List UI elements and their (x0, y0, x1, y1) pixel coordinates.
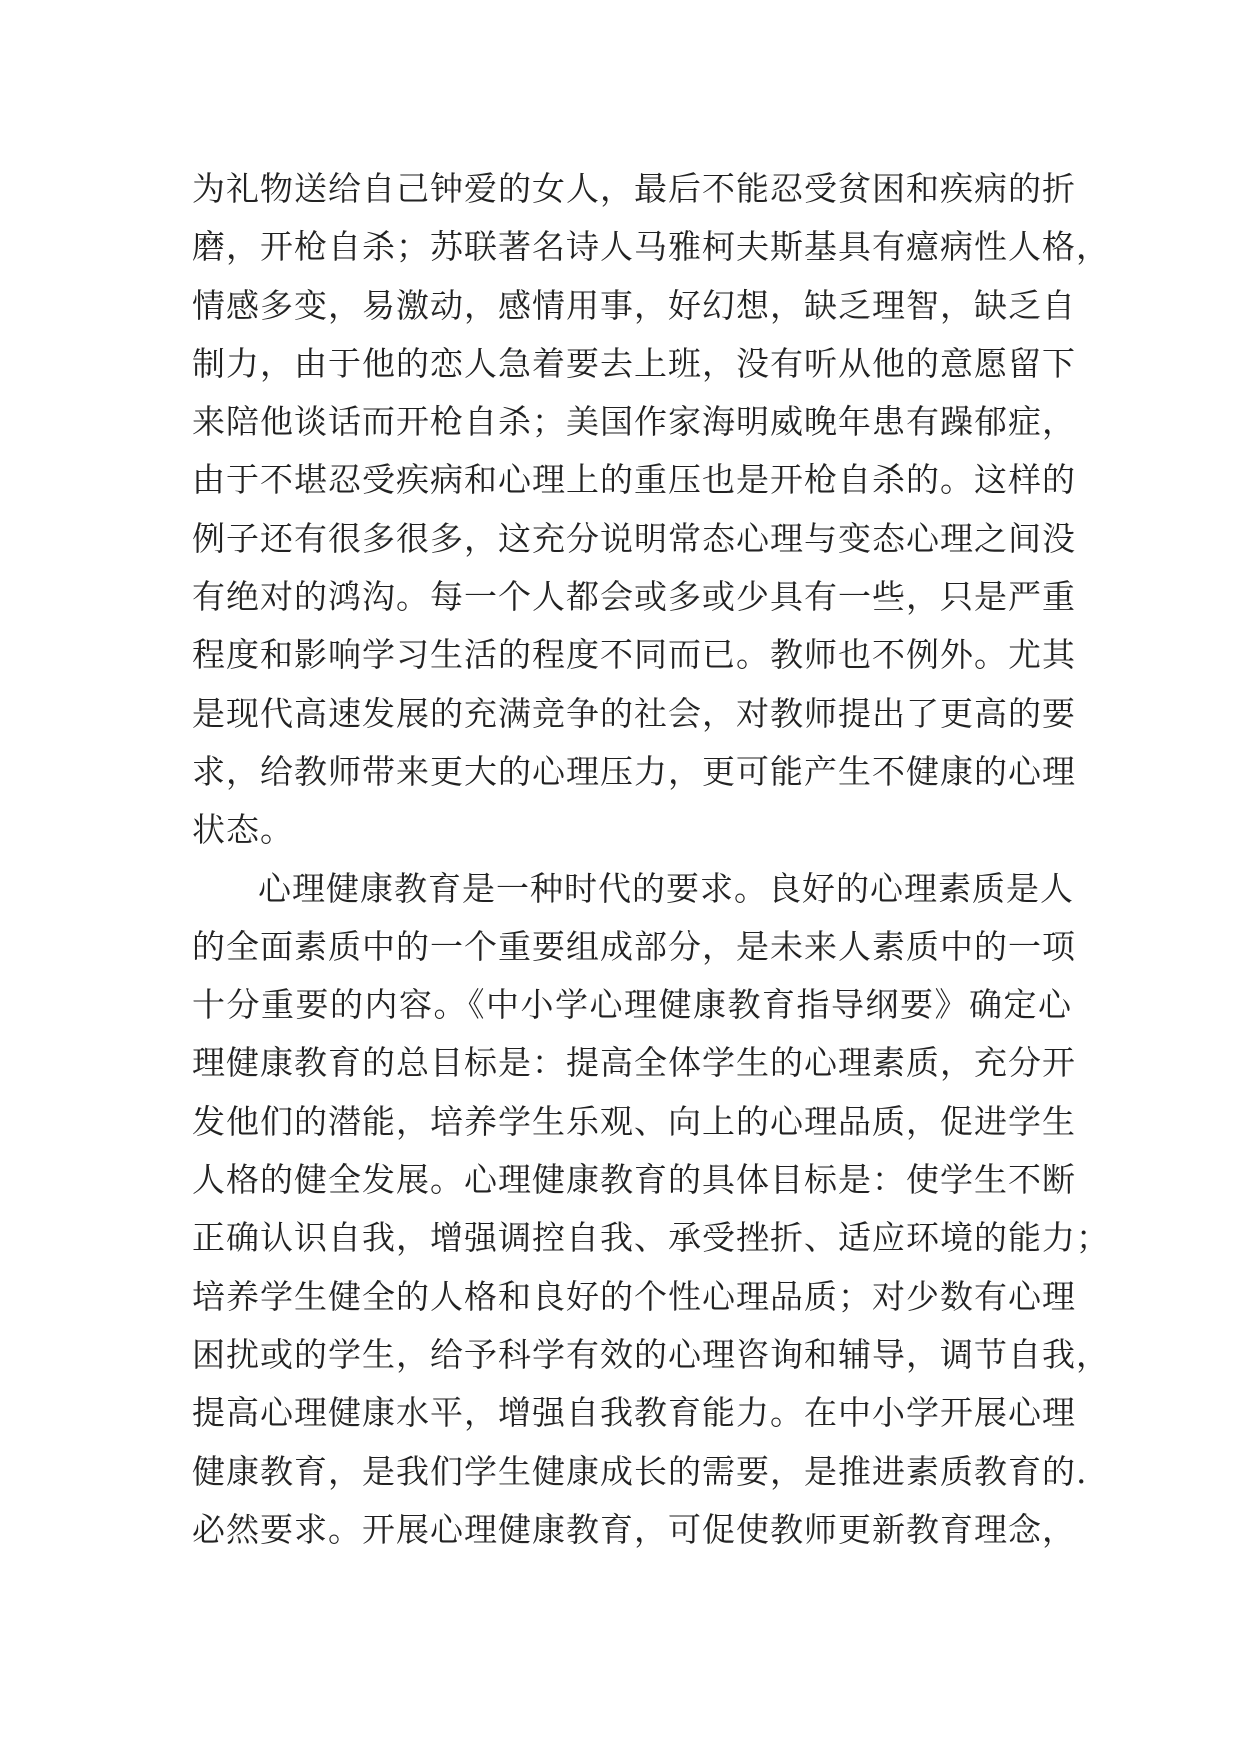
text-line: 制力，由于他的恋人急着要去上班，没有听从他的意愿留下 (192, 343, 1076, 383)
text-line: 困扰或的学生，给予科学有效的心理咨询和辅导，调节自我， (192, 1334, 1110, 1374)
text-line: 正确认识自我，增强调控自我、承受挫折、适应环境的能力； (192, 1218, 1110, 1258)
paragraph-1 (192, 160, 1110, 860)
text-line: 情感多变，易激动，感情用事，好幻想，缺乏理智，缺乏自 (192, 285, 1076, 325)
text-line: 为礼物送给自己钟爱的女人，最后不能忍受贫困和疾病的折 (192, 169, 1076, 208)
text-line: 理健康教育的总目标是：提高全体学生的心理素质，充分开 (192, 1043, 1076, 1083)
text-line: 人格的健全发展。心理健康教育的具体目标是：使学生不断 (192, 1160, 1076, 1200)
text-line: 发他们的潜能，培养学生乐观、向上的心理品质，促进学生 (192, 1101, 1076, 1141)
text-line: 来陪他谈话而开枪自杀；美国作家海明威晚年患有躁郁症， (192, 402, 1076, 442)
text-line: 的全面素质中的一个重要组成部分，是未来人素质中的一项 (192, 926, 1076, 966)
text-line: 培养学生健全的人格和良好的个性心理品质；对少数有心理 (192, 1276, 1076, 1316)
text-line: 提高心理健康水平，增强自我教育能力。在中小学开展心理 (192, 1393, 1076, 1433)
text-line: 心理健康教育是一种时代的要求。良好的心理素质是人 (258, 868, 1074, 908)
text-line: 是现代高速发展的充满竞争的社会，对教师提出了更高的要 (192, 693, 1076, 733)
text-line: 必然要求。开展心理健康教育，可促使教师更新教育理念， (192, 1509, 1076, 1549)
text-line: 求，给教师带来更大的心理压力，更可能产生不健康的心理 (192, 751, 1076, 791)
body-text (192, 160, 1110, 1559)
text-line: 由于不堪忍受疾病和心理上的重压也是开枪自杀的。这样的 (192, 460, 1076, 500)
text-line: 健康教育，是我们学生健康成长的需要，是推进素质教育的. (192, 1451, 1088, 1491)
text-line: 程度和影响学习生活的程度不同而已。教师也不例外。尤其 (192, 635, 1076, 675)
text-line: 有绝对的鸿沟。每一个人都会或多或少具有一些，只是严重 (192, 577, 1076, 617)
text-line: 磨，开枪自杀；苏联著名诗人马雅柯夫斯基具有癔病性人格， (192, 227, 1110, 267)
paragraph-2 (192, 860, 1110, 1560)
text-line: 十分重要的内容。《中小学心理健康教育指导纲要》确定心 (192, 985, 1072, 1025)
text-line: 状态。 (192, 810, 294, 850)
text-line: 例子还有很多很多，这充分说明常态心理与变态心理之间没 (192, 518, 1076, 558)
